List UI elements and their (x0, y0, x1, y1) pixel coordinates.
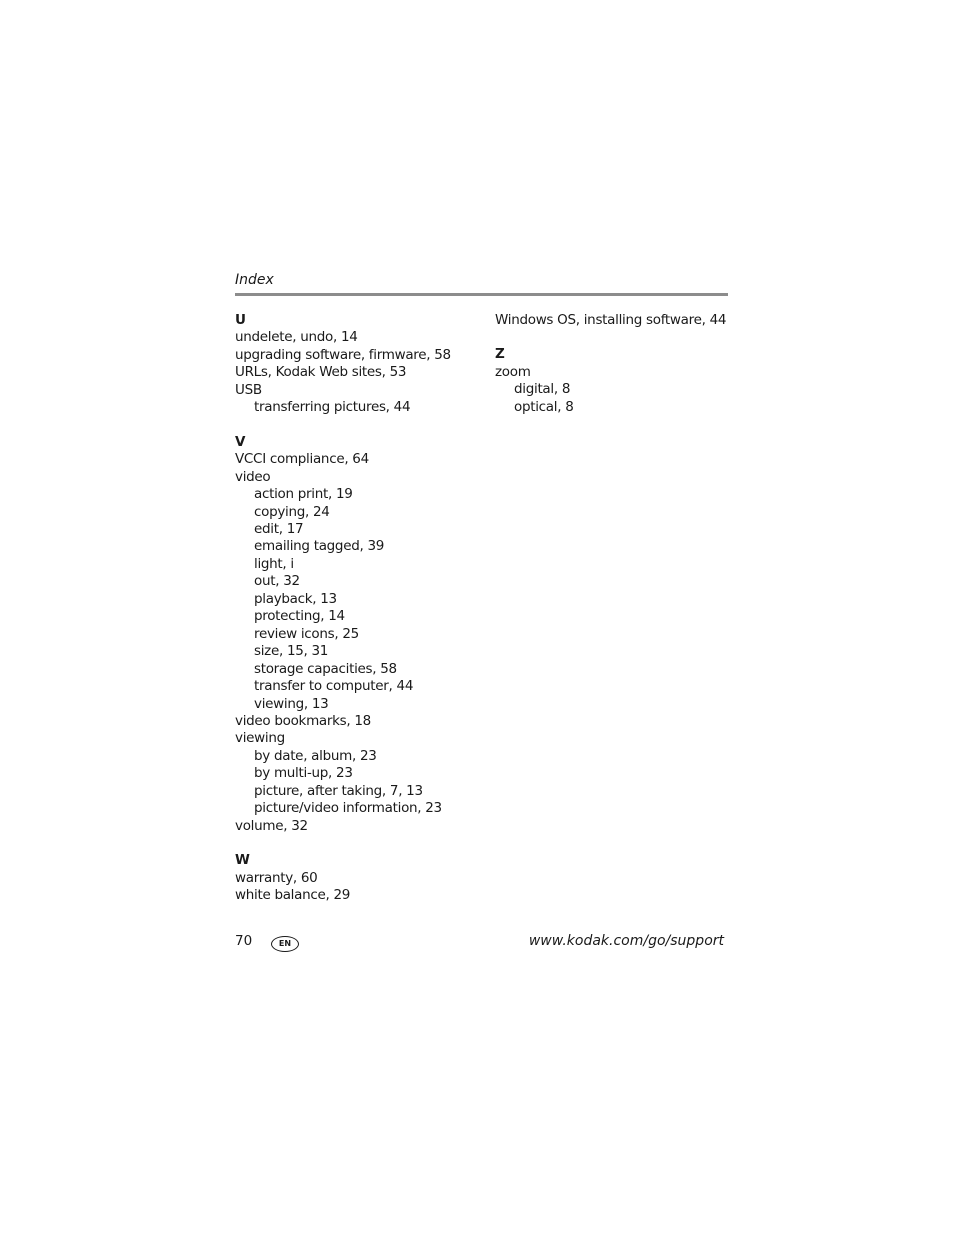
index-subentry: transferring pictures, 44 (254, 399, 411, 416)
index-subentry: playback, 13 (254, 590, 337, 607)
index-entry: warranty, 60 (235, 869, 318, 886)
page-number: 70 (235, 933, 253, 949)
index-subentry: action print, 19 (254, 486, 353, 503)
index-entry: upgrading software, firmware, 58 (235, 346, 451, 363)
index-subentry: protecting, 14 (254, 608, 345, 625)
index-section-w (235, 852, 475, 904)
section-letter: V (235, 433, 246, 450)
index-subentry: emailing tagged, 39 (254, 538, 385, 555)
header-divider (235, 293, 728, 296)
index-entry: volume, 32 (235, 817, 308, 834)
index-subentry: digital, 8 (514, 381, 571, 398)
language-badge-icon: EN (271, 936, 299, 952)
index-subentry: optical, 8 (514, 398, 574, 415)
index-subentry: edit, 17 (254, 520, 304, 537)
index-subentry: light, i (254, 555, 294, 572)
index-subentry: review icons, 25 (254, 625, 359, 642)
index-subentry: by date, album, 23 (254, 747, 377, 764)
index-entry: white balance, 29 (235, 887, 351, 904)
index-subentry: out, 32 (254, 573, 300, 590)
index-subentry: by multi-up, 23 (254, 765, 353, 782)
index-section-z (495, 346, 735, 416)
index-section-u (235, 312, 475, 417)
index-subentry: storage capacities, 58 (254, 660, 397, 677)
support-url: www.kodak.com/go/support (528, 933, 724, 949)
index-subentry: copying, 24 (254, 503, 330, 520)
index-subentry: picture, after taking, 7, 13 (254, 782, 423, 799)
index-column-right (495, 312, 735, 416)
index-subentry: picture/video information, 23 (254, 800, 442, 817)
index-column-left (235, 312, 475, 905)
index-entry: video bookmarks, 18 (235, 712, 371, 729)
index-section-w-continued (495, 312, 735, 329)
page-header-title: Index (235, 272, 274, 288)
index-entry: viewing (235, 730, 285, 747)
index-entry: URLs, Kodak Web sites, 53 (235, 364, 407, 381)
section-letter: W (235, 852, 250, 869)
index-subentry: viewing, 13 (254, 695, 329, 712)
index-subentry: transfer to computer, 44 (254, 678, 414, 695)
section-letter: U (235, 312, 246, 328)
index-subentry: size, 15, 31 (254, 643, 329, 660)
index-entry: video (235, 468, 271, 485)
index-entry: undelete, undo, 14 (235, 329, 358, 346)
index-section-v (235, 434, 475, 835)
index-entry: zoom (495, 363, 531, 380)
section-letter: Z (495, 346, 505, 363)
index-entry: VCCI compliance, 64 (235, 451, 369, 468)
index-entry: USB (235, 381, 262, 398)
index-entry: Windows OS, installing software, 44 (495, 312, 727, 328)
